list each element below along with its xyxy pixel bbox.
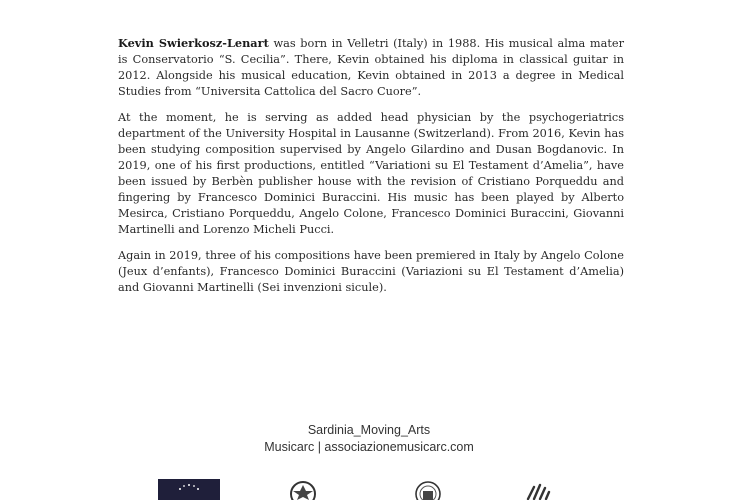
eu-flag-icon (158, 479, 220, 500)
musicarc-logo-icon (522, 479, 556, 500)
biography (118, 35, 624, 306)
composer-name: Kevin Swierkosz-Lenart (118, 36, 269, 50)
bio-paragraph-1-text: was born in Velletri (Italy) in 1988. His musical alma mater is Conservatorio “S. Cecilia”. There, Kevin obtained his diploma in classical guitar in 2012. Alongside his musical education, Kevin obtained in 2013 a degree in Medical Studies from “Universita Cattolica del Sacro Cuore”. (118, 37, 624, 98)
italian-republic-emblem-icon (286, 479, 320, 500)
footer-project-name: Sardinia_Moving_Arts (307, 423, 431, 437)
bio-paragraph-2: At the moment, he is serving as added head physician by the psychogeriatrics department of the University Hospital in Lausanne (Switzerland). From 2016, Kevin has been studying composition supervised by Angelo Gilardino and Dusan Bogdanovic. In 2019, one of his first productions, entitled “Variationi su El Testament d’Amelia”, have been issued by Berbèn publisher house with the revision of Cristiano Porqueddu and fingering by Francesco Dominici Buraccini. His music has been played by Alberto Mesirca, Cristiano Porqueddu, Angelo Colone, Francesco Dominici Buraccini, Giovanni Martinelli and Lorenzo Micheli Pucci. (118, 111, 624, 236)
footer-association-link[interactable]: Musicarc | associazionemusicarc.com (264, 440, 474, 454)
bio-paragraph-1 (118, 35, 624, 100)
regional-coat-of-arms-icon (413, 479, 443, 500)
bio-paragraph-3: Again in 2019, three of his compositions have been premiered in Italy by Angelo Colone (Jeux d’enfants), Francesco Dominici Buraccini (Variazioni su El Testament d’Amelia) and Giovanni Martinelli (Sei invenzioni sicule). (118, 249, 624, 294)
